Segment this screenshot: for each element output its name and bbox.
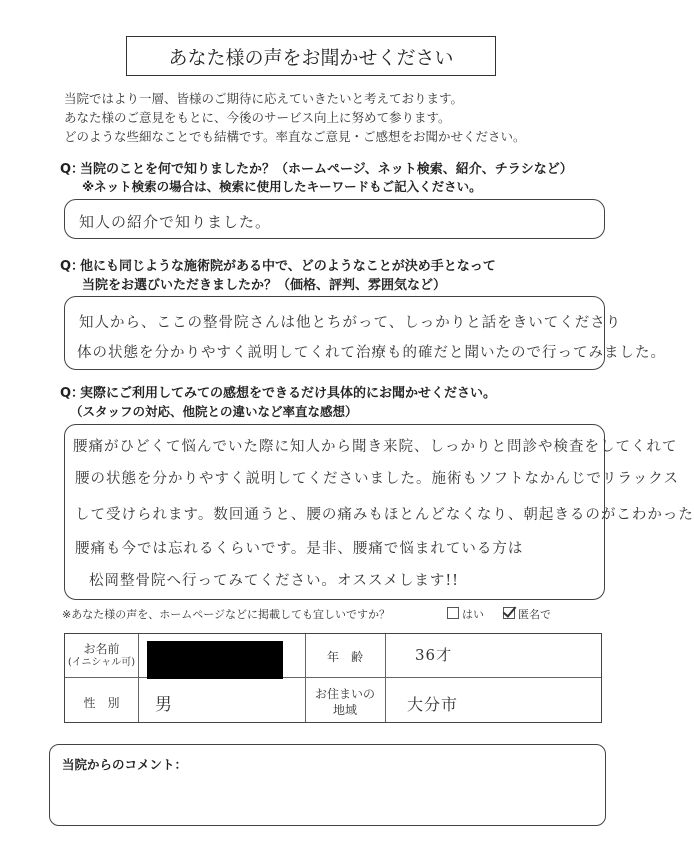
name-redaction <box>147 641 283 679</box>
consent-yes-checkbox[interactable] <box>447 607 459 619</box>
clinic-comment-box <box>49 744 606 826</box>
question-3-note: （スタッフの対応、他院との違いなど率直な感想） <box>70 404 358 419</box>
intro-line-3: どのような些細なことでも結構です。率直なご意見・ご感想をお聞かせください。 <box>64 129 526 144</box>
consent-anonymous-label: 匿名で <box>518 608 551 621</box>
answer-3-box <box>64 424 694 600</box>
age-value: 36才 <box>415 646 453 664</box>
age-label: 年 齢 <box>326 650 363 664</box>
question-1 <box>60 158 573 177</box>
gender-label: 性 別 <box>83 696 120 710</box>
question-2-text: 他にも同じような施術院がある中で、どのようなことが決め手となって <box>80 259 496 274</box>
page-title: あなた様の声をお聞かせください <box>126 36 496 76</box>
q-label: Q： <box>60 386 85 401</box>
answer-3-line-4: 腰痛も今では忘れるくらいです。是非、腰痛で悩まれている方は <box>75 541 524 557</box>
question-1-text: 当院のことを何で知りましたか？（ホームページ、ネット検索、紹介、チラシなど） <box>80 162 573 177</box>
consent-question: ※あなた様の声を、ホームページなどに掲載しても宜しいですか？ <box>62 608 390 621</box>
question-3 <box>60 382 496 401</box>
question-1-note: ※ネット検索の場合は、検索に使用したキーワードもご記入ください。 <box>82 179 482 194</box>
q-label: Q： <box>60 259 85 274</box>
answer-2-box <box>64 296 666 370</box>
answer-1-text: 知人の紹介で知りました。 <box>79 213 272 231</box>
question-2-line-2: 当院をお選びいただきましたか？（価格、評判、雰囲気など） <box>82 278 447 293</box>
answer-3-line-1: 腰痛がひどくて悩んでいた際に知人から聞き来院、しっかりと問診や検査をしてくれて <box>73 439 678 455</box>
intro-line-2: あなた様のご意見をもとに、今後のサービス向上に努めて参ります。 <box>64 110 451 125</box>
consent-yes-label: はい <box>462 608 484 621</box>
answer-2-line-2: 体の状態を分かりやすく説明してくれて治療も的確だと聞いたので行ってみました。 <box>77 345 666 361</box>
answer-3-line-3: して受けられます。数回通うと、腰の痛みもほとんどなくなり、朝起きるのがこわかった <box>75 507 694 523</box>
clinic-comment-label: 当院からのコメント： <box>62 757 188 772</box>
intro-line-1: 当院ではより一層、皆様のご期待に応えていきたいと考えております。 <box>64 91 464 106</box>
q-label: Q： <box>60 162 85 177</box>
name-label: お名前 (イニシャル可) <box>67 642 136 668</box>
answer-3-line-5: 松岡整骨院へ行ってみてください。オススメします!! <box>89 573 460 589</box>
address-value: 大分市 <box>407 695 459 714</box>
consent-anonymous-checkbox[interactable] <box>503 607 515 619</box>
question-3-text: 実際にご利用してみての感想をできるだけ具体的にお聞かせください。 <box>80 386 497 401</box>
gender-value: 男 <box>155 695 173 715</box>
answer-2-line-1: 知人から、ここの整骨院さんは他とちがって、しっかりと話をきいてくださり <box>79 315 622 331</box>
answer-3-line-2: 腰の状態を分かりやすく説明してくださいました。施術もソフトなかんじでリラックス <box>75 471 680 487</box>
address-label: お住まいの 地域 <box>314 687 375 717</box>
info-table <box>64 633 602 723</box>
consent-row <box>62 606 551 622</box>
answer-1-box <box>64 199 605 239</box>
question-2 <box>60 255 496 274</box>
